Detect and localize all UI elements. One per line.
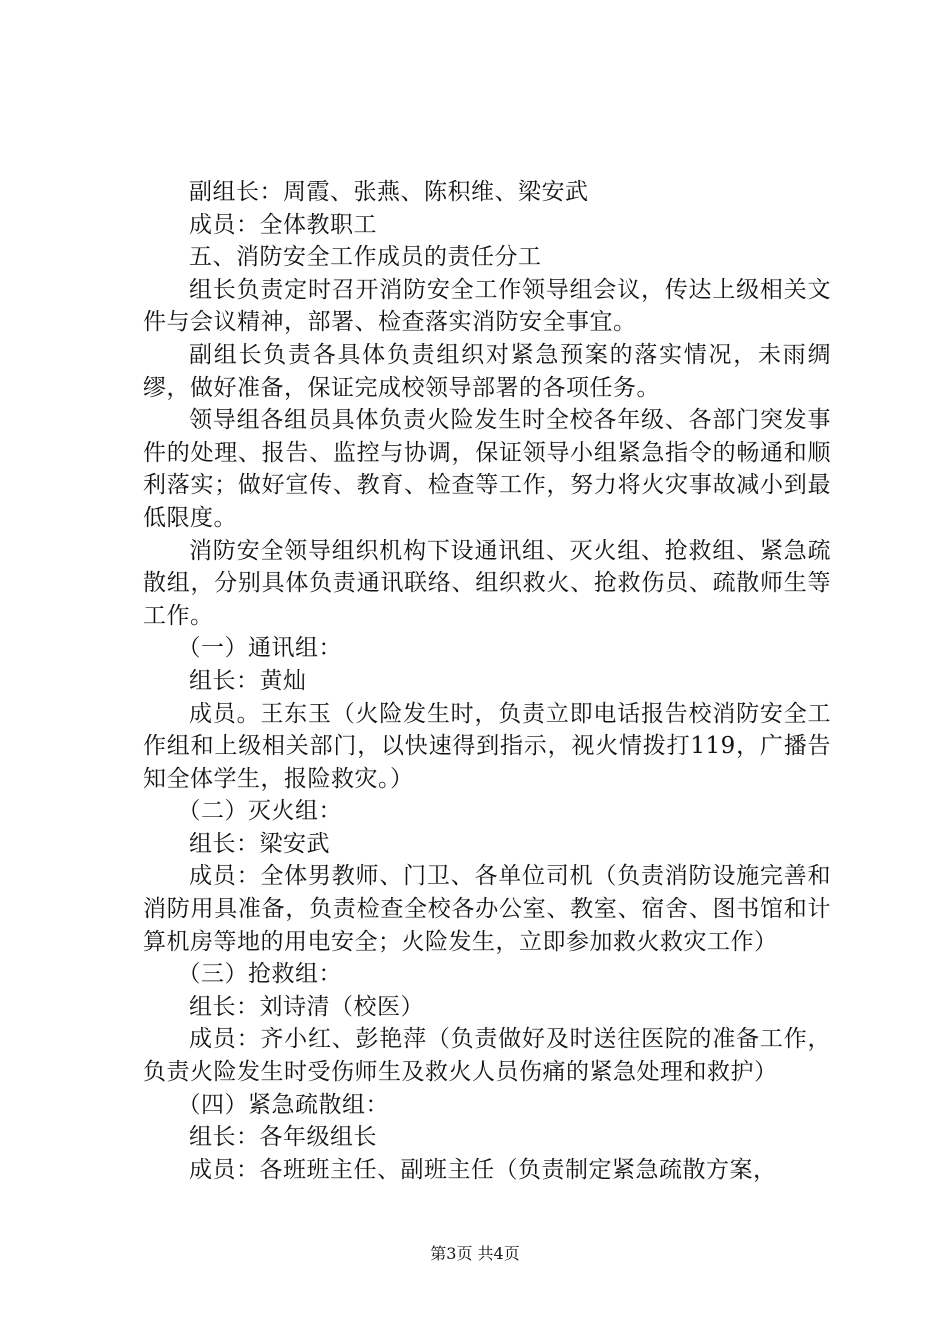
paragraph-evacuation-leader: 组长：各年级组长 bbox=[189, 1124, 377, 1151]
paragraph-member-duty: 领导组各组员具体负责火险发生时全校各年级、各部门突发事件的处理、报告、监控与协调，保证领导小组紧急指令的畅通和顺利落实；做好宣传、教育、检查等工作，努力将火灾事故减小到最低限度。 bbox=[143, 407, 831, 531]
section-heading-responsibilities: 五、消防安全工作成员的责任分工 bbox=[189, 244, 542, 271]
subheading-rescue-group: （三）抢救组： bbox=[177, 961, 342, 988]
paragraph-firefighting-members: 成员：全体男教师、门卫、各单位司机（负责消防设施完善和消防用具准备，负责检查全校各办公室、教室、宿舍、图书馆和计算机房等地的用电安全；火险发生，立即参加救火救灾工作） bbox=[143, 863, 831, 955]
paragraph-subgroups: 消防安全领导组织机构下设通讯组、灭火组、抢救组、紧急疏散组，分别具体负责通讯联络、组织救火、抢救伤员、疏散师生等工作。 bbox=[143, 537, 831, 629]
subheading-firefighting-group: （二）灭火组： bbox=[177, 798, 342, 825]
paragraph-members: 成员：全体教职工 bbox=[189, 211, 377, 238]
paragraph-deputy-duty: 副组长负责各具体负责组织对紧急预案的落实情况，未雨绸缪，做好准备，保证完成校领导部署的各项任务。 bbox=[143, 341, 831, 401]
document-body bbox=[143, 176, 831, 1186]
paragraph-deputy-leaders: 副组长：周霞、张燕、陈积维、梁安武 bbox=[189, 179, 589, 205]
paragraph-evacuation-members: 成员：各班班主任、副班主任（负责制定紧急疏散方案， bbox=[189, 1156, 777, 1183]
paragraph-rescue-leader: 组长：刘诗清（校医） bbox=[189, 993, 424, 1020]
subheading-evacuation-group: （四）紧急疏散组： bbox=[177, 1091, 389, 1118]
page-footer: 第3页 共4页 bbox=[430, 1244, 520, 1263]
paragraph-firefighting-leader: 组长：梁安武 bbox=[189, 830, 330, 857]
paragraph-leader-duty: 组长负责定时召开消防安全工作领导组会议，传达上级相关文件与会议精神，部署、检查落实消防安全事宜。 bbox=[143, 276, 831, 336]
paragraph-communication-members: 成员。王东玉（火险发生时，负责立即电话报告校消防安全工作组和上级相关部门，以快速得到指示，视火情拨打119，广播告知全体学生，报险救灾。） bbox=[143, 700, 831, 792]
subheading-communication-group: （一）通讯组： bbox=[177, 635, 342, 662]
paragraph-communication-leader: 组长：黄灿 bbox=[189, 667, 307, 694]
paragraph-rescue-members: 成员：齐小红、彭艳萍（负责做好及时送往医院的准备工作，负责火险发生时受伤师生及救火人员伤痛的紧急处理和救护） bbox=[143, 1026, 831, 1086]
